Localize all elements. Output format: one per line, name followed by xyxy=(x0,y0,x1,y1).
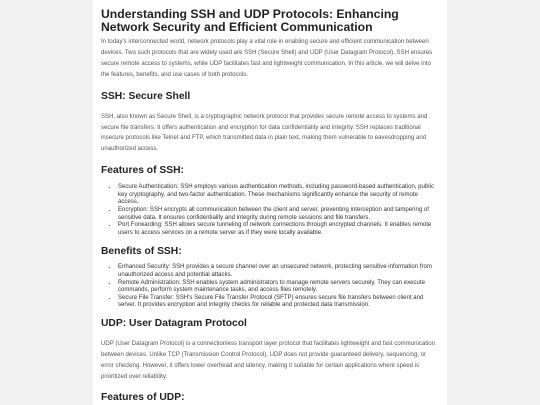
list-item: • Encryption: SSH encrypts all communication between the client and server, preventing interception and tampering of sensitive data. It ensures confidentiality and integrity during remote sessions and file transfers. xyxy=(118,207,439,222)
ssh-features-heading: Features of SSH: xyxy=(101,165,184,177)
list-item: • Secure Authentication: SSH employs various authentication methods, including password-based authentication, public key cryptography, and two-factor authentication. These mechanisms significantly enhance the security of remote access. xyxy=(118,184,439,207)
ssh-benefits-heading: Benefits of SSH: xyxy=(101,246,182,258)
ssh-features-list xyxy=(101,184,439,237)
intro-paragraph: In today's interconnected world, network protocols play a vital role in enabling secure and efficient communication between devices. Two such protocols that are widely used are SSH (Secure Shell) and UDP (User Datagram Protocol). SSH ensures secure remote access to systems, while UDP facilitates fast and lightweight communication. In this article, we will delve into the features, benefits, and use cases of both protocols. xyxy=(101,39,433,78)
list-item: • Secure File Transfer: SSH's Secure File Transfer Protocol (SFTP) ensures secure file transfers between client and server. It provides encryption and integrity checks for reliable and protected data transmission. xyxy=(118,295,439,310)
list-item: • Port Forwarding: SSH allows secure tunneling of network connections through encrypted channels. It enables remote users to access services on a remote server as if they were locally available. xyxy=(118,222,439,237)
ssh-benefits-list xyxy=(101,264,439,310)
udp-heading: UDP: User Datagram Protocol xyxy=(101,317,247,329)
udp-paragraph: UDP (User Datagram Protocol) is a connectionless transport layer protocol that facilitates lightweight and fast communication between devices. Unlike TCP (Transmission Control Protocol), UDP does not provide guaranteed delivery, sequencing, or error checking. However, it offers lower overhead and latency, making it suitable for certain applications where speed is prioritized over reliability. xyxy=(101,340,435,380)
ssh-heading: SSH: Secure Shell xyxy=(101,90,191,102)
udp-features-heading: Features of UDP: xyxy=(101,391,185,403)
ssh-paragraph: SSH, also known as Secure Shell, is a cryptographic network protocol that provides secure remote access to systems and secure file transfers. It offers authentication and encryption for data confidentiality and integrity. SSH replaces traditional insecure protocols like Telnet and FTP, which transmitted data in plain text, making them vulnerable to eavesdropping and unauthorized access. xyxy=(101,113,428,153)
list-item: • Remote Administration: SSH enables system administrators to manage remote servers securely. They can execute commands, perform system maintenance tasks, and access files remotely. xyxy=(118,280,439,295)
article-page xyxy=(93,0,447,405)
list-item: • Enhanced Security: SSH provides a secure channel over an unsecured network, protecting sensitive information from unauthorized access and potential attacks. xyxy=(118,264,439,279)
article-title: Understanding SSH and UDP Protocols: Enhancing Network Security and Efficient Communication xyxy=(101,7,399,34)
